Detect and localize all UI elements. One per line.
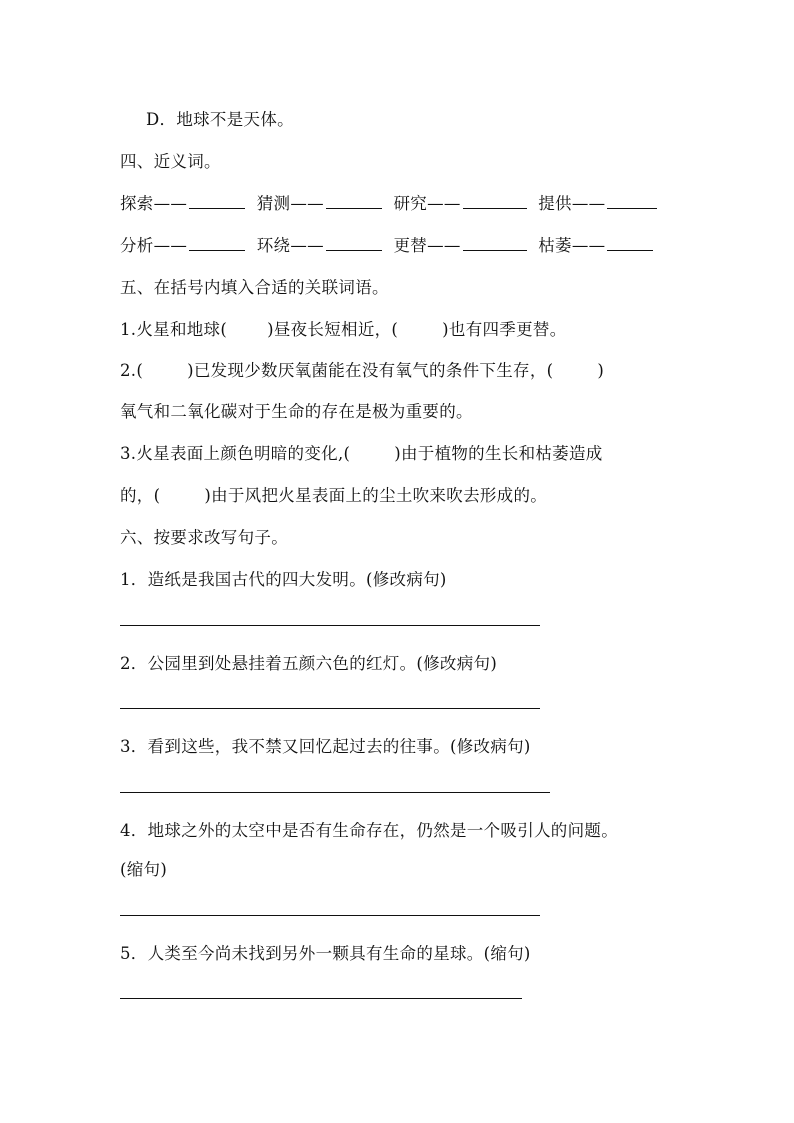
synonym-row-2 [120, 232, 655, 256]
question-5-2-line-1 [120, 357, 604, 381]
fill-blank[interactable] [463, 234, 527, 251]
question-5-3-line-2 [120, 482, 547, 506]
rewrite-item-4-suffix: (缩句) [120, 860, 168, 879]
question-5-2-line-2: 氧气和二氧化碳对于生命的存在是极为重要的。 [120, 402, 473, 421]
synonym-word: 更替—— [393, 236, 461, 255]
question-text: )由于风把火星表面上的尘土吹来吹去形成的。 [204, 486, 548, 505]
question-text: )也有四季更替。 [442, 320, 567, 339]
synonym-word: 枯萎—— [538, 236, 606, 255]
answer-line-3[interactable] [120, 792, 550, 793]
question-text: )已发现少数厌氧菌能在没有氧气的条件下生存，( [187, 361, 554, 380]
answer-line-2[interactable] [120, 708, 540, 709]
answer-line-4[interactable] [120, 915, 540, 916]
section-4-title: 四、近义词。 [120, 152, 221, 171]
question-text: ) [597, 361, 605, 380]
question-text: )由于植物的生长和枯萎造成 [394, 444, 603, 463]
fill-blank[interactable] [189, 234, 245, 251]
fill-blank[interactable] [463, 192, 527, 209]
option-d: D．地球不是天体。 [146, 110, 294, 129]
fill-blank[interactable] [607, 234, 653, 251]
synonym-word: 研究—— [393, 194, 461, 213]
rewrite-item-4: 4．地球之外的太空中是否有生命存在，仍然是一个吸引人的问题。 [120, 821, 618, 840]
question-text: 1.火星和地球( [120, 320, 228, 339]
synonym-word: 分析—— [120, 236, 188, 255]
answer-line-1[interactable] [120, 625, 540, 626]
synonym-word: 环绕—— [256, 236, 324, 255]
fill-blank[interactable] [326, 192, 382, 209]
question-5-3-line-1 [120, 440, 603, 464]
section-5-title: 五、在括号内填入合适的关联词语。 [120, 278, 389, 297]
section-6-title: 六、按要求改写句子。 [120, 528, 288, 547]
fill-blank[interactable] [607, 192, 657, 209]
question-text: 2.( [120, 361, 144, 380]
synonym-word: 提供—— [538, 194, 606, 213]
synonym-word: 探索—— [120, 194, 188, 213]
question-5-1 [120, 316, 567, 340]
rewrite-item-1: 1．造纸是我国古代的四大发明。(修改病句) [120, 570, 447, 589]
fill-blank[interactable] [326, 234, 382, 251]
rewrite-item-2: 2．公园里到处悬挂着五颜六色的红灯。(修改病句) [120, 654, 498, 673]
rewrite-item-3: 3．看到这些，我不禁又回忆起过去的往事。(修改病句) [120, 737, 531, 756]
question-text: 的，( [120, 486, 161, 505]
fill-blank[interactable] [189, 192, 245, 209]
rewrite-item-5: 5．人类至今尚未找到另外一颗具有生命的星球。(缩句) [120, 944, 531, 963]
synonym-row-1 [120, 190, 659, 214]
answer-line-5[interactable] [120, 998, 522, 999]
question-text: )昼夜长短相近，( [267, 320, 399, 339]
synonym-word: 猜测—— [256, 194, 324, 213]
question-text: 3.火星表面上颜色明暗的变化,( [120, 444, 351, 463]
